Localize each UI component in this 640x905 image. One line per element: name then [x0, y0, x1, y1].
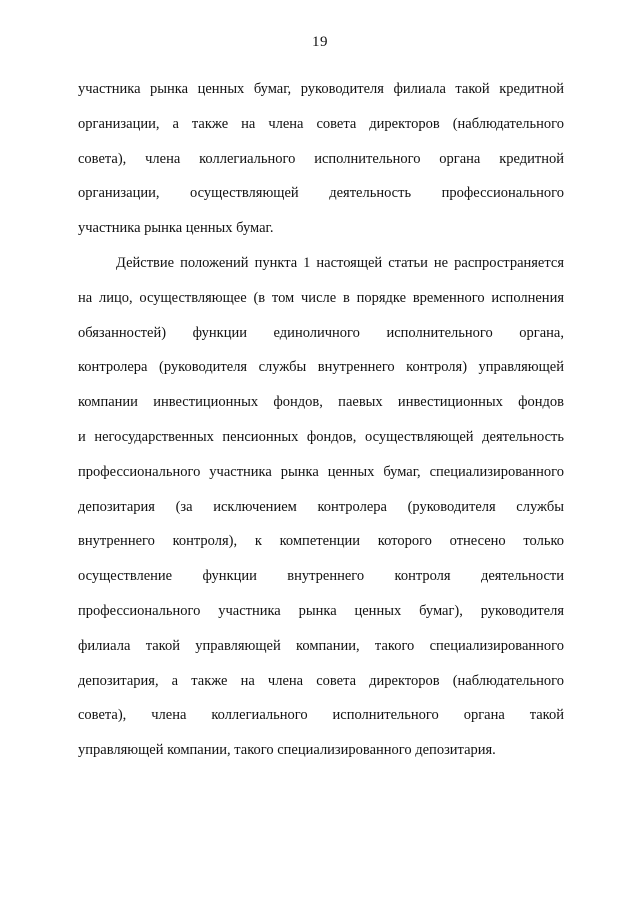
text-line: внутреннего контроля), к компетенции которого отнесено только	[78, 533, 564, 550]
text-line: организации, а также на члена совета директоров (наблюдательного	[78, 115, 564, 132]
text-line: совета), члена коллегиального исполнительного органа кредитной	[78, 150, 564, 167]
text-line: компании инвестиционных фондов, паевых инвестиционных фондов	[78, 394, 564, 411]
paragraph-2	[78, 246, 564, 768]
text-line: обязанностей) функции единоличного исполнительного органа,	[78, 324, 564, 341]
text-line: профессионального участника рынка ценных бумаг, специализированного	[78, 463, 564, 480]
text-line: управляющей компании, такого специализированного депозитария.	[78, 742, 496, 759]
text-line: осуществление функции внутреннего контроля деятельности	[78, 568, 564, 585]
document-body	[78, 72, 564, 768]
text-line: филиала такой управляющей компании, такого специализированного	[78, 637, 564, 654]
paragraph-1	[78, 72, 564, 246]
text-line: участника рынка ценных бумаг, руководителя филиала такой кредитной	[78, 81, 564, 97]
text-line: контролера (руководителя службы внутреннего контроля) управляющей	[78, 359, 564, 376]
text-line: депозитария, а также на члена совета директоров (наблюдательного	[78, 672, 564, 689]
text-line: Действие положений пункта 1 настоящей статьи не распространяется	[116, 254, 564, 271]
text-line: и негосударственных пенсионных фондов, осуществляющей деятельность	[78, 428, 564, 445]
text-line: совета), члена коллегиального исполнительного органа такой	[78, 707, 564, 724]
text-line: организации, осуществляющей деятельность профессионального	[78, 185, 564, 202]
text-line: на лицо, осуществляющее (в том числе в порядке временного исполнения	[78, 289, 564, 306]
text-line: профессионального участника рынка ценных бумаг), руководителя	[78, 602, 564, 619]
text-line: участника рынка ценных бумаг.	[78, 220, 274, 237]
text-line: депозитария (за исключением контролера (руководителя службы	[78, 498, 564, 515]
page-number: 19	[312, 34, 328, 50]
